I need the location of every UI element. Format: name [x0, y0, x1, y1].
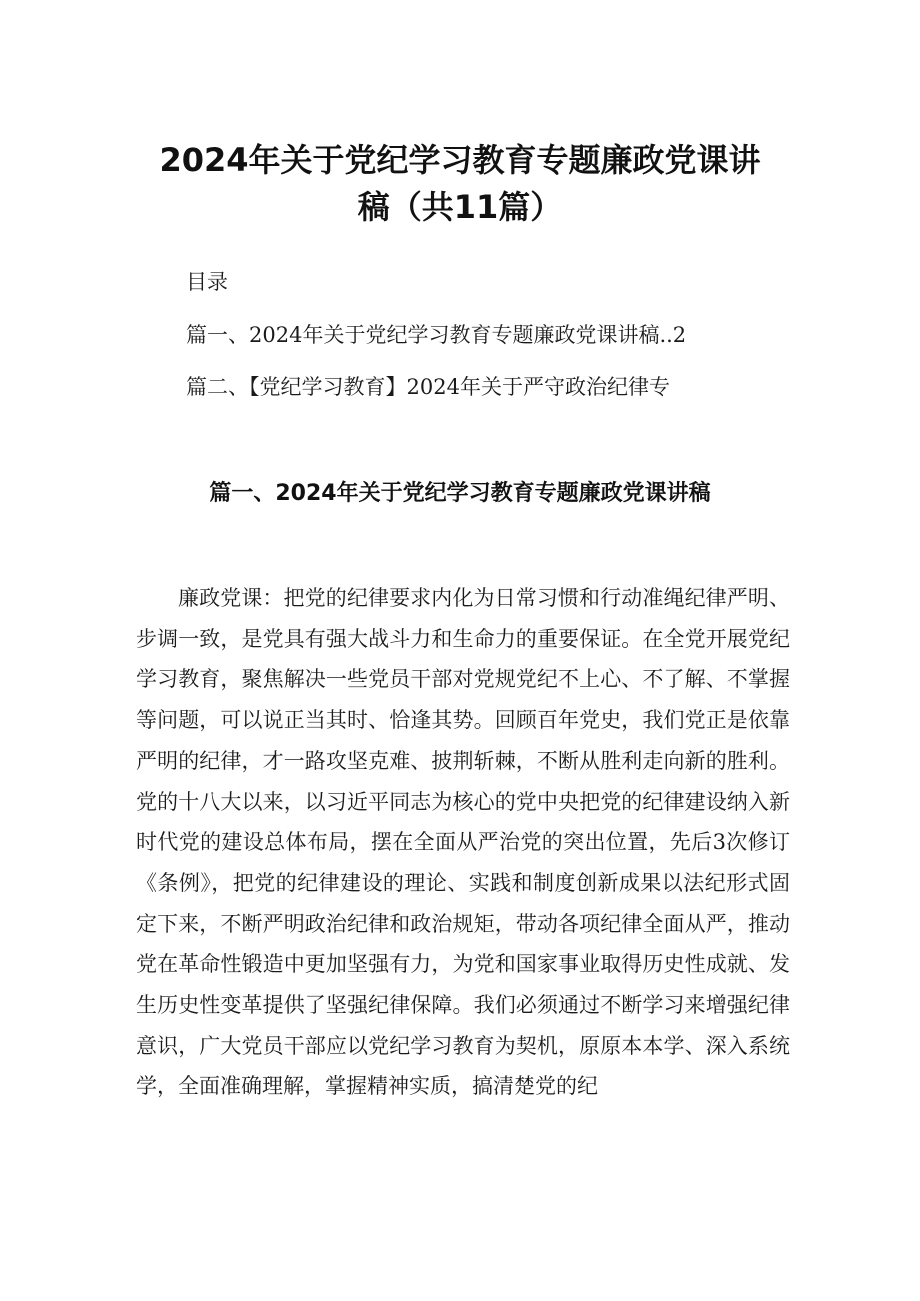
- document-title-line1: 2024年关于党纪学习教育专题廉政党课讲: [159, 141, 761, 179]
- section-title: 篇一、2024年关于党纪学习教育专题廉政党课讲稿: [209, 481, 711, 506]
- document-title-line2: 稿（共11篇）: [357, 188, 563, 226]
- body-paragraph: 廉政党课：把党的纪律要求内化为日常习惯和行动准绳纪律严明、步调一致，是党具有强大战斗力和生命力的重要保证。在全党开展党纪学习教育，聚焦解决一些党员干部对党规党纪不上心、不了解、不掌握等问题，可以说正当其时、恰逢其势。回顾百年党史，我们党正是依靠严明的纪律，才一路攻坚克难、披荆斩棘，不断从胜利走向新的胜利。党的十八大以来，以习近平同志为核心的党中央把党的纪律建设纳入新时代党的建设总体布局，摆在全面从严治党的突出位置，先后3次修订《条例》，把党的纪律建设的理论、实践和制度创新成果以法纪形式固定下来，不断严明政治纪律和政治规矩，带动各项纪律全面从严，推动党在革命性锻造中更加坚强有力，为党和国家事业取得历史性成就、发生历史性变革提供了坚强纪律保障。我们必须通过不断学习来增强纪律意识，广大党员干部应以党纪学习教育为契机，原原本本学、深入系统学，全面准确理解，掌握精神实质，搞清楚党的纪: [136, 586, 790, 1099]
- toc-item-1[interactable]: 篇一、2024年关于党纪学习教育专题廉政党课讲稿..2: [186, 323, 687, 347]
- toc-heading: 目录: [186, 270, 228, 294]
- toc-item-2[interactable]: 篇二、【党纪学习教育】2024年关于严守政治纪律专: [186, 375, 670, 399]
